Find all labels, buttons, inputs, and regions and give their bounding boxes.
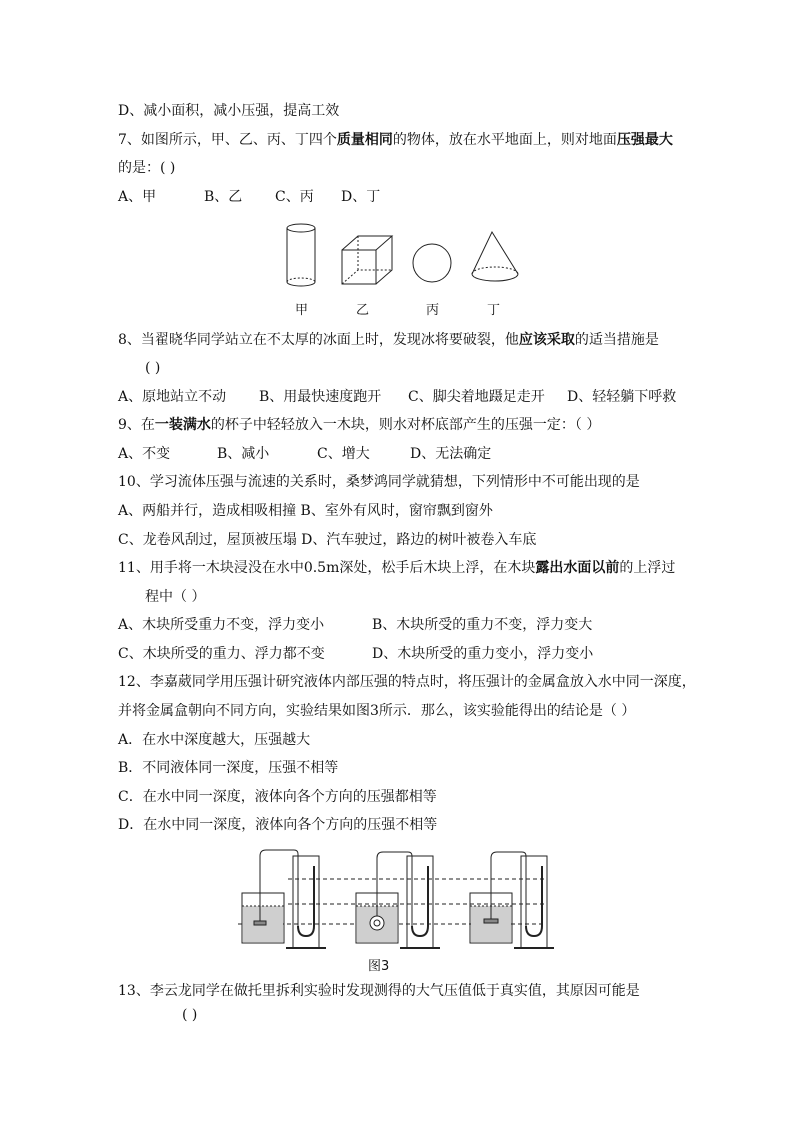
q7-option-b: B、乙 (204, 189, 243, 205)
q12-option-c: C．在水中同一深度，液体向各个方向的压强都相等 (118, 789, 437, 805)
q7-emphasis-mass: 质量相同 (336, 132, 393, 148)
cone-shape (472, 232, 518, 281)
q12-option-b: B．不同液体同一深度，压强不相等 (118, 760, 339, 776)
q11-option-d: D、木块所受的重力变小，浮力变小 (372, 646, 594, 662)
q8-stem-line2: ( ) (145, 360, 161, 376)
q11-stem-line1: 11、用手将一木块浸没在水中0.5m深处，松手后木块上浮，在木块露出水面以前的上浮过 (118, 560, 676, 576)
setup-1 (242, 850, 326, 948)
cylinder-shape (287, 224, 315, 286)
q12-option-d: D．在水中同一深度，液体向各个方向的压强不相等 (118, 817, 438, 833)
q13-stem-line2: ( ) (182, 1007, 198, 1023)
sphere-shape (413, 244, 451, 282)
pressure-gauge-figure (238, 846, 558, 974)
q11-option-c: C、木块所受的重力、浮力都不变 (118, 646, 325, 662)
q12-option-a: A．在水中深度越大，压强越大 (118, 732, 311, 748)
q7-option-c: C、丙 (275, 189, 314, 205)
q9-emphasis: 一装满水 (154, 417, 211, 433)
figure-3-caption: 图3 (368, 959, 390, 974)
q7-stem-line1: 7、如图所示，甲、乙、丙、丁四个质量相同的物体，放在水平地面上，则对地面压强最大 (118, 132, 673, 148)
q12-stem-line2: 并将金属盒朝向不同方向，实验结果如图3所示．那么，该实验能得出的结论是（ ） (118, 703, 636, 719)
q9-option-a: A、不变 (118, 446, 171, 462)
q7-option-a: A、甲 (118, 189, 157, 205)
label-bing: 丙 (426, 303, 440, 318)
q8-stem-line1: 8、当翟晓华同学站立在不太厚的冰面上时，发现冰将要破裂，他应该采取的适当措施是 (118, 332, 659, 348)
q10-options-ab: A、两船并行，造成相吸相撞 B、室外有风时，窗帘飘到窗外 (118, 503, 493, 519)
q7-shapes-figure (282, 216, 522, 322)
u-tube-stand-1 (293, 856, 319, 948)
q8-option-c: C、脚尖着地蹑足走开 (408, 389, 545, 405)
setup-3 (470, 852, 554, 948)
label-jia: 甲 (295, 303, 309, 318)
q11-option-a: A、木块所受重力不变，浮力变小 (118, 617, 325, 633)
u-tube-stand-3 (521, 856, 547, 948)
cube-shape (342, 236, 392, 284)
q10-stem: 10、学习流体压强与流速的关系时，桑梦鸿同学就猜想，下列情形中不可能出现的是 (118, 474, 640, 490)
q11-option-b: B、木块所受的重力不变，浮力变大 (372, 617, 593, 633)
q7-emphasis-pressure: 压强最大 (616, 132, 673, 148)
q8-emphasis: 应该采取 (518, 332, 575, 348)
q6-option-d: D、减小面积，减小压强，提高工效 (118, 103, 340, 119)
q12-stem-line1: 12、李嘉葳同学用压强计研究液体内部压强的特点时，将压强计的金属盒放入水中同一深度， (118, 674, 696, 690)
q10-options-cd: C、龙卷风刮过，屋顶被压塌 D、汽车驶过，路边的树叶被卷入车底 (118, 532, 537, 548)
label-yi: 乙 (356, 303, 370, 318)
q8-option-a: A、原地站立不动 (118, 389, 227, 405)
q11-emphasis: 露出水面以前 (535, 560, 620, 576)
label-ding: 丁 (487, 303, 501, 318)
setup-2 (356, 852, 440, 948)
q9-stem: 9、在一装满水的杯子中轻轻放入一木块，则水对杯底部产生的压强一定：（ ） (118, 417, 601, 433)
q9-option-c: C、增大 (317, 446, 370, 462)
q7-option-d: D、丁 (341, 189, 381, 205)
q8-option-b: B、用最快速度跑开 (259, 389, 382, 405)
q8-option-d: D、轻轻躺下呼救 (567, 389, 677, 405)
q11-stem-line2: 程中（ ） (145, 589, 206, 605)
u-tube-stand-2 (407, 856, 433, 948)
q9-option-d: D、无法确定 (410, 446, 492, 462)
q9-option-b: B、减小 (217, 446, 270, 462)
q7-stem-line2: 的是：( ) (118, 160, 176, 176)
q13-stem-line1: 13、李云龙同学在做托里拆利实验时发现测得的大气压值低于真实值，其原因可能是 (118, 983, 640, 999)
